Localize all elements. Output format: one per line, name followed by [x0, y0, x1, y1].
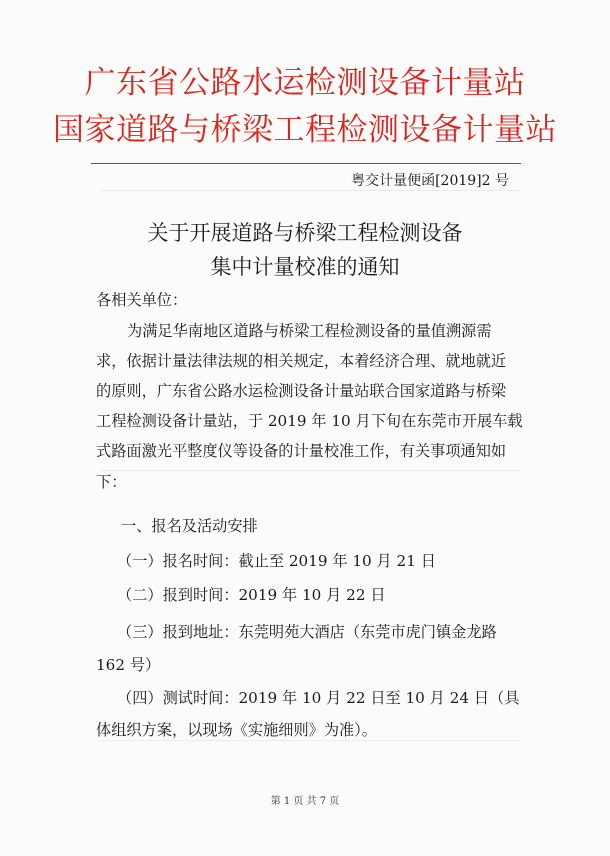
paragraph-line: 为满足华南地区道路与桥梁工程检测设备的量值溯源需 [127, 322, 492, 340]
page-footer: 第 1 页 共 7 页 [270, 796, 340, 807]
list-item-continuation: 体组织方案，以现场《实施细则》为准）。 [96, 721, 377, 739]
paragraph-line: 式路面激光平整度仪等设备的计量校准工作，有关事项通知如 [96, 442, 507, 460]
letterhead-line-2: 国家道路与桥梁工程检测设备计量站 [53, 112, 557, 148]
bleed-through-line [100, 470, 520, 471]
paragraph-line: 工程检测设备计量站，于 2019 年 10 月下旬在东莞市开展车载 [96, 412, 523, 430]
salutation: 各相关单位： [96, 291, 188, 309]
letterhead-rule [91, 163, 521, 164]
paragraph-line: 求，依据计量法律法规的相关规定，本着经济合理、就地就近 [96, 352, 507, 370]
list-item: （一）报名时间：截止至 2019 年 10 月 21 日 [117, 552, 436, 570]
list-item-continuation: 162 号） [96, 656, 161, 674]
bleed-through-line [100, 740, 520, 741]
paragraph-line: 的原则，广东省公路水运检测设备计量站联合国家道路与桥梁 [96, 382, 507, 400]
document-number: 粤交计量便函[2019]2 号 [351, 173, 509, 189]
section-heading: 一、报名及活动安排 [121, 517, 258, 535]
paragraph-line: 下： [96, 473, 127, 491]
list-item: （三）报到地址：东莞明苑大酒店（东莞市虎门镇金龙路 [117, 623, 497, 641]
list-item: （四）测试时间：2019 年 10 月 22 日至 10 月 24 日（具 [117, 689, 520, 707]
title-line-1: 关于开展道路与桥梁工程检测设备 [147, 221, 463, 245]
title-line-2: 集中计量校准的通知 [210, 255, 400, 279]
letterhead-line-1: 广东省公路水运检测设备计量站 [84, 65, 526, 101]
list-item: （二）报到时间：2019 年 10 月 22 日 [117, 586, 386, 604]
